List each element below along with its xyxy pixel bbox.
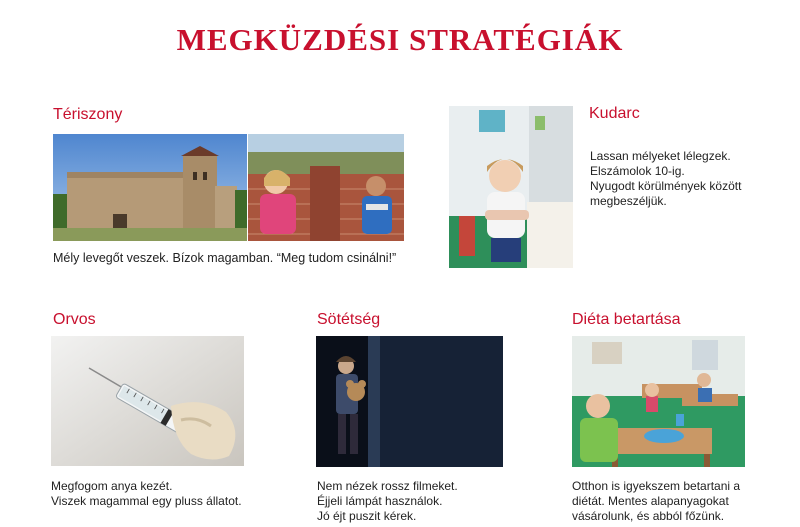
classroom-lunch-photo [572, 336, 745, 467]
child-in-dark-doorway-photo [316, 336, 503, 467]
caption-teriszony: Mély levegőt veszek. Bízok magamban. “Meg tudom csinálni!” [53, 251, 397, 265]
children-on-wall-photo [248, 134, 404, 241]
heading-orvos: Orvos [53, 311, 96, 328]
girl-at-desk-photo [449, 106, 573, 268]
castle-photo [53, 134, 247, 241]
caption-kudarc: Lassan mélyeket lélegzek. Elszámolok 10-ig. Nyugodt körülmények között megbeszéljük. [590, 149, 742, 208]
caption-orvos: Megfogom anya kezét. Viszek magammal egy pluss állatot. [51, 479, 242, 508]
syringe-photo [51, 336, 244, 466]
page-title: MEGKÜZDÉSI STRATÉGIÁK [176, 22, 624, 57]
heading-dieta: Diéta betartása [572, 311, 681, 328]
caption-dieta: Otthon is igyekszem betartani a diétát. Mentes alapanyagokat vásárolunk, és abból főzünk. [572, 479, 741, 523]
caption-sotetseg: Nem nézek rossz filmeket. Éjjeli lámpát használok. Jó éjt puszit kérek. [317, 479, 458, 523]
heading-sotetseg: Sötétség [317, 311, 381, 328]
heading-kudarc: Kudarc [589, 105, 640, 122]
heading-teriszony: Tériszony [53, 106, 123, 123]
